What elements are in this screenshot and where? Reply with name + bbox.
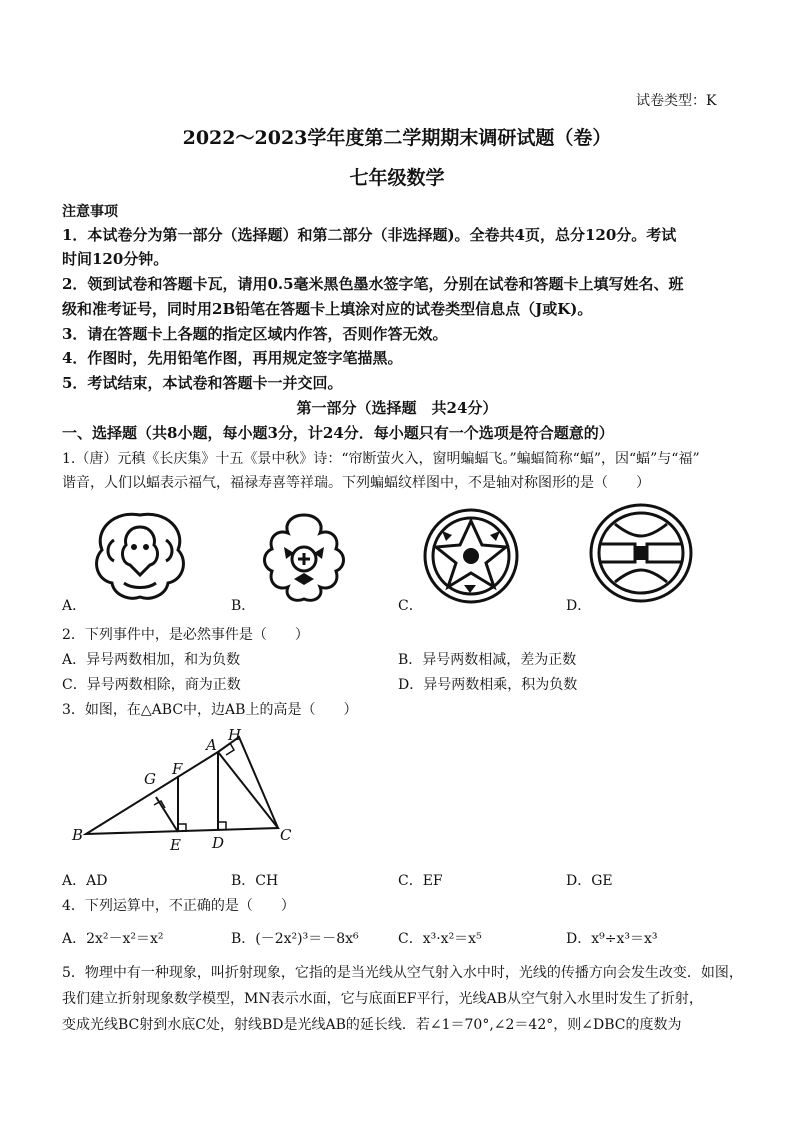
q3-option-c: C．EF — [398, 873, 443, 889]
q2-option-b: B．异号两数相减，差为正数 — [398, 652, 577, 668]
bat-pattern-c-image — [420, 505, 522, 607]
exam-subtitle: 七年级数学 — [349, 167, 445, 189]
label-g: G — [144, 770, 156, 788]
label-c: C — [280, 826, 292, 844]
notice-heading: 注意事项 — [62, 204, 118, 220]
q1-stem-line1: 1.（唐）元稹《长庆集》十五《景中秋》诗：“帘断萤火入，窗明蝙蝠飞。”蝙蝠简称“蝠”，因“蝠”与“福” — [62, 451, 700, 467]
label-f: F — [172, 760, 183, 778]
q1-option-c: C． — [398, 598, 423, 614]
bat-pattern-d-image — [585, 500, 697, 606]
notice-line-6: 4．作图时，先用铅笔作图，再用规定签字笔描黑。 — [62, 349, 403, 367]
q2-option-a: A．异号两数相加，和为负数 — [62, 652, 241, 668]
q3-option-b: B．CH — [231, 873, 279, 889]
q2-option-d: D．异号两数相乘，积为负数 — [398, 677, 578, 693]
notice-line-2: 时间120分钟。 — [62, 250, 169, 268]
notice-line-1: 1．本试卷分为第一部分（选择题）和第二部分（非选择题)。全卷共4页，总分120分。考试 — [62, 226, 677, 244]
q2-option-c: C．异号两数相除，商为正数 — [62, 677, 241, 693]
triangle-abc-diagram — [66, 722, 306, 854]
exam-title: 2022～2023学年度第二学期期末调研试题（卷） — [182, 127, 612, 149]
notice-line-7: 5．考试结束，本试卷和答题卡一并交回。 — [62, 374, 343, 392]
label-e: E — [170, 836, 181, 854]
q4-option-a: A．2x²－x²＝x² — [62, 931, 164, 947]
q5-stem-line3: 变成光线BC射到水底C处，射线BD是光线AB的延长线．若∠1＝70°,∠2＝42°，则∠DBC的度数为 — [62, 1017, 682, 1033]
section-heading: 一、选择题（共8小题，每小题3分，计24分．每小题只有一个选项是符合题意的） — [62, 424, 614, 442]
q2-stem: 2．下列事件中，是必然事件是（ ） — [62, 627, 309, 643]
label-h: H — [228, 726, 242, 744]
label-d: D — [212, 834, 225, 852]
q4-option-d: D．x⁹÷x³＝x³ — [566, 931, 658, 947]
q4-option-c: C．x³·x²＝x⁵ — [398, 931, 482, 947]
q3-option-d: D．GE — [566, 873, 613, 889]
notice-line-4: 级和准考证号，同时用2B铅笔在答题卡上填涂对应的试卷类型信息点（J或K)。 — [62, 300, 593, 318]
q3-stem: 3．如图，在△ABC中，边AB上的高是（ ） — [62, 702, 358, 718]
part1-heading: 第一部分（选择题 共24分） — [296, 399, 498, 417]
label-b: B — [72, 826, 84, 844]
notice-line-5: 3．请在答题卡上各题的指定区域内作答，否则作答无效。 — [62, 325, 448, 343]
bat-pattern-b-image — [254, 507, 354, 607]
q1-stem-line2: 谐音，人们以蝠表示福气，福禄寿喜等祥瑞。下列蝙蝠纹样图中，不是轴对称图形的是（ ） — [62, 475, 650, 491]
q5-stem-line1: 5．物理中有一种现象，叫折射现象，它指的是当光线从空气射入水中时，光线的传播方向会发生改变．如图， — [62, 965, 743, 981]
q5-stem-line2: 我们建立折射现象数学模型，MN表示水面，它与底面EF平行，光线AB从空气射入水里时发生了折射， — [62, 991, 703, 1007]
q1-option-b: B． — [231, 598, 256, 614]
q4-stem: 4．下列运算中，不正确的是（ ） — [62, 898, 295, 914]
q1-option-d: D． — [566, 598, 592, 614]
q1-option-a: A． — [62, 598, 87, 614]
label-a: A — [206, 736, 217, 754]
paper-type-label: 试卷类型：K — [636, 93, 717, 109]
notice-line-3: 2．领到试卷和答题卡瓦，请用0.5毫米黑色墨水签字笔，分别在试卷和答题卡上填写姓名、班 — [62, 275, 684, 293]
bat-pattern-a-image — [84, 505, 196, 605]
q4-option-b: B．(－2x²)³＝－8x⁶ — [231, 931, 359, 947]
q3-option-a: A．AD — [62, 873, 108, 889]
